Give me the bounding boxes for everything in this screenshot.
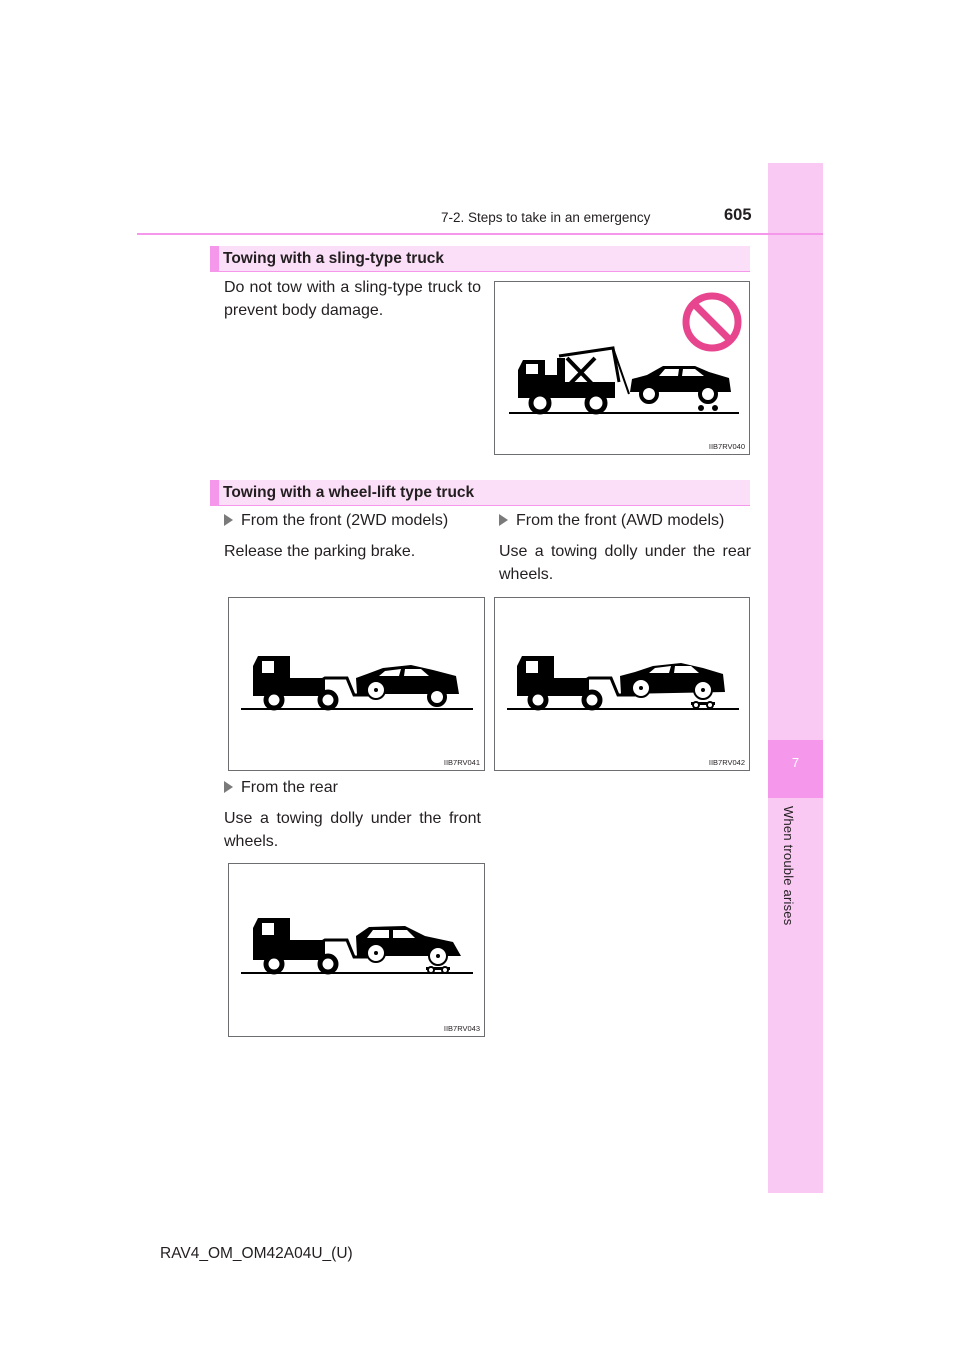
front-2wd-text: Release the parking brake. [224,543,416,560]
figure-code: IIB7RV042 [708,758,745,767]
figure-code: IIB7RV040 [708,442,745,451]
figure-code: IIB7RV043 [443,1024,480,1033]
figure-front-2wd [228,597,485,771]
subheading-front-2wd: From the front (2WD models) [224,512,448,530]
figure-front-awd [494,597,750,771]
section-heading-wheel-lift [210,480,750,506]
triangle-bullet-icon [499,514,508,526]
subheading-front-awd: From the front (AWD models) [499,512,724,530]
front-awd-text: Use a towing dolly under the rear wheels. [499,543,751,583]
chapter-side-tab [768,163,823,1193]
running-header: 7-2. Steps to take in an emergency [441,210,651,225]
rear-text: Use a towing dolly under the front wheels. [224,810,481,850]
header-rule [137,233,823,235]
page-number: 605 [724,206,752,224]
section-title: Towing with a wheel-lift type truck [223,484,475,501]
figure-rear [228,863,485,1037]
sling-warning-text: Do not tow with a sling-type truck to prevent body damage. [224,279,481,319]
figure-sling-tow [494,281,750,455]
wheel-lift-awd-illustration [495,598,751,772]
chapter-title: When trouble arises [781,806,796,926]
wheel-lift-rear-illustration [229,864,486,1038]
subheading-rear: From the rear [224,779,338,797]
document-code: RAV4_OM_OM42A04U_(U) [160,1245,353,1262]
wheel-lift-2wd-illustration [229,598,486,772]
triangle-bullet-icon [224,514,233,526]
triangle-bullet-icon [224,781,233,793]
sling-tow-illustration [495,282,751,456]
section-title: Towing with a sling-type truck [223,250,445,267]
figure-code: IIB7RV041 [443,758,480,767]
section-heading-sling [210,246,750,272]
prohibited-icon [686,296,738,348]
chapter-number: 7 [791,755,800,770]
